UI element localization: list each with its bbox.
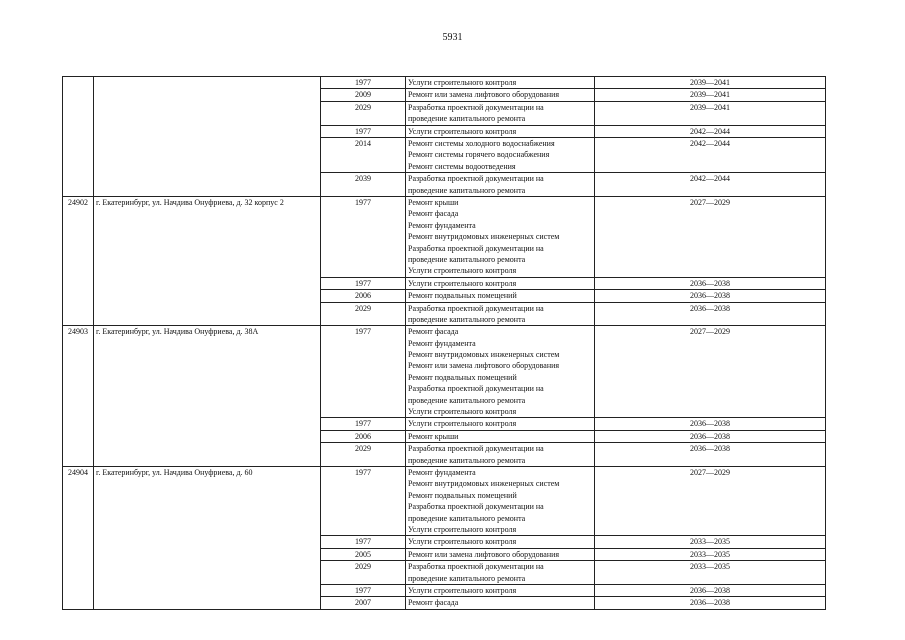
- work-item: проведение капитального ремонта: [408, 114, 526, 124]
- work-cell: [406, 290, 595, 302]
- work-item: Разработка проектной документации на: [408, 174, 544, 184]
- work-cell: [406, 138, 595, 173]
- work-cell: [406, 101, 595, 125]
- work-cell: [406, 430, 595, 442]
- work-cell: [406, 196, 595, 277]
- work-item: Ремонт крыши: [408, 431, 459, 441]
- work-item: Услуги строительного контроля: [408, 537, 517, 547]
- work-cell: [406, 467, 595, 536]
- period-cell: 2036—2038: [595, 443, 826, 467]
- work-item: Разработка проектной документации на: [408, 502, 544, 512]
- work-item: Ремонт фундамента: [408, 220, 476, 230]
- period-cell: 2039—2041: [595, 77, 826, 89]
- work-item: Ремонт фундамента: [408, 468, 476, 477]
- period-cell: 2039—2041: [595, 89, 826, 101]
- work-item: Услуги строительного контроля: [408, 266, 517, 276]
- period-cell: 2042—2044: [595, 138, 826, 173]
- work-item: Ремонт системы горячего водоснабжения: [408, 150, 550, 160]
- work-item: проведение капитального ремонта: [408, 185, 526, 195]
- period-cell: 2036—2038: [595, 430, 826, 442]
- building-id-cell: 24903: [63, 326, 94, 467]
- work-item: проведение капитального ремонта: [408, 254, 526, 264]
- work-cell: [406, 277, 595, 289]
- year-cell: 2006: [321, 430, 406, 442]
- work-item: Ремонт внутридомовых инженерных систем: [408, 479, 560, 489]
- building-id-cell: 24902: [63, 196, 94, 325]
- page-number: 5931: [442, 32, 463, 43]
- building-id-cell: [63, 77, 94, 197]
- period-cell: 2042—2044: [595, 125, 826, 137]
- work-item: Услуги строительного контроля: [408, 419, 517, 429]
- table-row: [63, 326, 826, 418]
- table-row: [63, 77, 826, 89]
- year-cell: 2029: [321, 101, 406, 125]
- period-cell: 2036—2038: [595, 302, 826, 326]
- work-cell: [406, 173, 595, 197]
- year-cell: 2029: [321, 561, 406, 585]
- year-cell: 2029: [321, 302, 406, 326]
- period-cell: 2027—2029: [595, 326, 826, 418]
- period-cell: 2036—2038: [595, 584, 826, 596]
- period-cell: 2033—2035: [595, 561, 826, 585]
- year-cell: 1977: [321, 418, 406, 430]
- work-item: Ремонт фасада: [408, 598, 459, 608]
- address-cell: г. Екатеринбург, ул. Начдива Онуфриева, д. 32 корпус 2: [94, 196, 321, 325]
- period-cell: 2027—2029: [595, 467, 826, 536]
- year-cell: 2005: [321, 548, 406, 560]
- work-cell: [406, 302, 595, 326]
- work-item: Ремонт подвальных помещений: [408, 291, 517, 301]
- work-item: Услуги строительного контроля: [408, 278, 517, 288]
- work-item: проведение капитального ремонта: [408, 513, 526, 523]
- work-item: Разработка проектной документации на: [408, 384, 544, 394]
- address-cell: г. Екатеринбург, ул. Начдива Онуфриева, д. 38А: [94, 326, 321, 467]
- work-item: Ремонт подвальных помещений: [408, 490, 517, 500]
- table-body: [63, 77, 826, 610]
- work-item: Разработка проектной документации на: [408, 444, 544, 454]
- year-cell: 2009: [321, 89, 406, 101]
- work-item: Разработка проектной документации на: [408, 102, 544, 112]
- work-item: Услуги строительного контроля: [408, 126, 517, 136]
- year-cell: 2006: [321, 290, 406, 302]
- work-item: Услуги строительного контроля: [408, 585, 517, 595]
- work-item: Разработка проектной документации на: [408, 303, 544, 313]
- work-item: Услуги строительного контроля: [408, 524, 517, 534]
- work-item: Разработка проектной документации на: [408, 562, 544, 572]
- work-cell: [406, 536, 595, 548]
- work-cell: [406, 89, 595, 101]
- work-item: Ремонт фасада: [408, 209, 459, 219]
- work-cell: [406, 597, 595, 609]
- period-cell: 2036—2038: [595, 290, 826, 302]
- year-cell: 1977: [321, 326, 406, 418]
- period-cell: 2036—2038: [595, 597, 826, 609]
- work-cell: [406, 548, 595, 560]
- year-cell: 2039: [321, 173, 406, 197]
- work-item: Ремонт крыши: [408, 197, 459, 207]
- period-cell: 2036—2038: [595, 277, 826, 289]
- year-cell: 1977: [321, 196, 406, 277]
- work-item: проведение капитального ремонта: [408, 573, 526, 583]
- work-item: Ремонт фасада: [408, 327, 459, 337]
- work-item: Ремонт или замена лифтового оборудования: [408, 361, 560, 371]
- work-cell: [406, 77, 595, 89]
- table-row: [63, 196, 826, 277]
- work-item: Услуги строительного контроля: [408, 78, 517, 87]
- address-cell: [94, 77, 321, 197]
- work-cell: [406, 418, 595, 430]
- work-item: Ремонт фундамента: [408, 338, 476, 348]
- period-cell: 2033—2035: [595, 536, 826, 548]
- year-cell: 1977: [321, 467, 406, 536]
- year-cell: 1977: [321, 277, 406, 289]
- work-cell: [406, 584, 595, 596]
- work-cell: [406, 561, 595, 585]
- repair-schedule-table: [62, 76, 826, 610]
- address-cell: г. Екатеринбург, ул. Начдива Онуфриева, д. 60: [94, 467, 321, 610]
- work-item: Ремонт или замена лифтового оборудования: [408, 549, 560, 559]
- period-cell: 2039—2041: [595, 101, 826, 125]
- work-item: Разработка проектной документации на: [408, 243, 544, 253]
- work-item: проведение капитального ремонта: [408, 395, 526, 405]
- work-cell: [406, 443, 595, 467]
- year-cell: 1977: [321, 536, 406, 548]
- work-item: Ремонт или замена лифтового оборудования: [408, 90, 560, 100]
- period-cell: 2042—2044: [595, 173, 826, 197]
- building-id-cell: 24904: [63, 467, 94, 610]
- work-item: проведение капитального ремонта: [408, 455, 526, 465]
- year-cell: 2029: [321, 443, 406, 467]
- table-row: [63, 467, 826, 536]
- year-cell: 1977: [321, 584, 406, 596]
- year-cell: 2007: [321, 597, 406, 609]
- year-cell: 1977: [321, 125, 406, 137]
- year-cell: 2014: [321, 138, 406, 173]
- work-item: Ремонт системы водоотведения: [408, 161, 516, 171]
- work-cell: [406, 326, 595, 418]
- work-cell: [406, 125, 595, 137]
- work-item: Услуги строительного контроля: [408, 407, 517, 417]
- work-item: Ремонт внутридомовых инженерных систем: [408, 350, 560, 360]
- year-cell: 1977: [321, 77, 406, 89]
- work-item: Ремонт системы холодного водоснабжения: [408, 139, 555, 148]
- period-cell: 2036—2038: [595, 418, 826, 430]
- work-item: Ремонт подвальных помещений: [408, 372, 517, 382]
- period-cell: 2033—2035: [595, 548, 826, 560]
- work-item: Ремонт внутридомовых инженерных систем: [408, 232, 560, 242]
- work-item: проведение капитального ремонта: [408, 314, 526, 324]
- period-cell: 2027—2029: [595, 196, 826, 277]
